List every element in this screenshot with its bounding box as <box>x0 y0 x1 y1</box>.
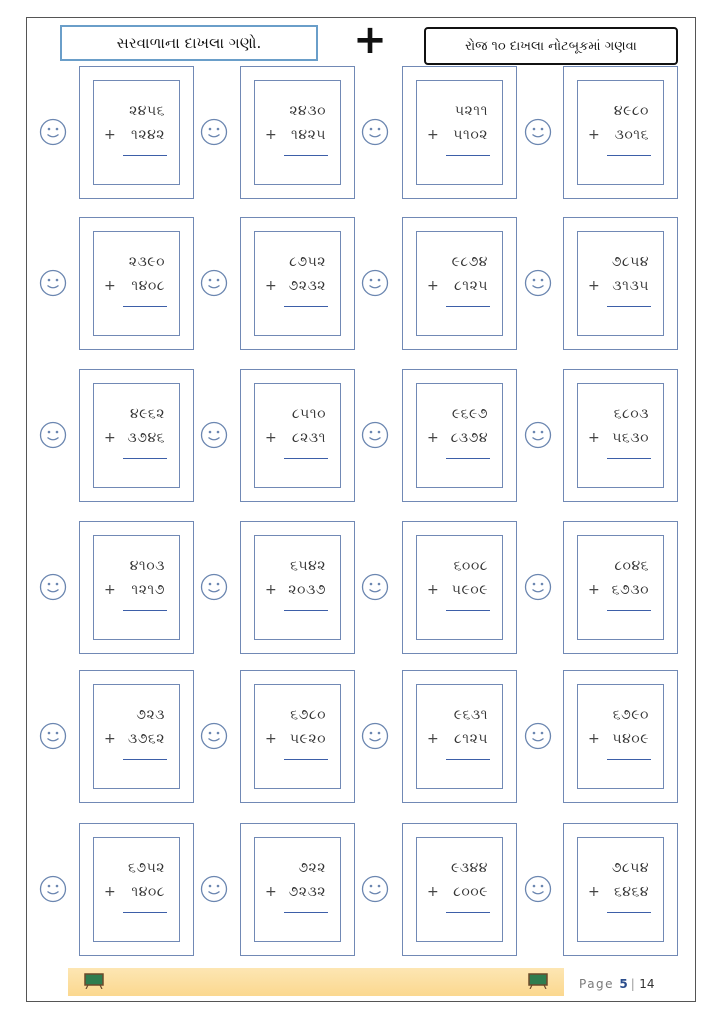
addend-bottom: ૭૨૩૨ <box>288 884 326 900</box>
problem-inner-frame <box>93 383 180 488</box>
problem-inner-frame <box>93 80 180 185</box>
addend-top: ૮૭૫૨ <box>289 254 326 270</box>
plus-operator: + <box>265 278 277 294</box>
answer-line <box>607 155 651 156</box>
answer-line <box>123 610 167 611</box>
instruction-text: રોજ ૧૦ દાખલા નોટબૂકમાં ગણવા <box>465 38 637 54</box>
smiley-icon <box>524 875 552 903</box>
answer-line <box>446 155 490 156</box>
addend-bottom: ૫૬૩૦ <box>612 430 649 446</box>
problem-card <box>79 521 194 654</box>
problem-inner-frame <box>254 837 341 942</box>
plus-operator: + <box>265 582 277 598</box>
addend-top: ૯૬૩૧ <box>453 707 488 723</box>
problem-inner-frame <box>416 535 503 640</box>
addend-top: ૬૭૯૦ <box>612 707 649 723</box>
plus-operator: + <box>104 278 116 294</box>
problem-inner-frame <box>93 535 180 640</box>
plus-operator: + <box>588 582 600 598</box>
problem-inner-frame <box>577 837 664 942</box>
problem-inner-frame <box>93 684 180 789</box>
addend-top: ૯૬૯૭ <box>451 406 488 422</box>
answer-line <box>607 458 651 459</box>
addend-bottom: ૮૨૩૧ <box>291 430 326 446</box>
addend-top: ૮૫૧૦ <box>291 406 326 422</box>
answer-line <box>607 912 651 913</box>
current-page: 5 <box>619 977 628 991</box>
footer-bar <box>68 968 564 996</box>
answer-line <box>284 759 328 760</box>
problem-card <box>240 217 355 350</box>
smiley-icon <box>39 269 67 297</box>
smiley-icon <box>361 118 389 146</box>
addend-top: ૨૪૩૦ <box>289 103 326 119</box>
plus-operator: + <box>265 127 277 143</box>
problem-inner-frame <box>577 80 664 185</box>
smiley-icon <box>200 573 228 601</box>
plus-operator: + <box>588 731 600 747</box>
page-separator: | <box>630 977 637 991</box>
answer-line <box>284 306 328 307</box>
smiley-icon <box>524 722 552 750</box>
addend-top: ૨૩૯૦ <box>128 254 165 270</box>
problem-card <box>402 823 517 956</box>
answer-line <box>123 759 167 760</box>
plus-operator: + <box>588 127 600 143</box>
answer-line <box>123 306 167 307</box>
answer-line <box>607 759 651 760</box>
problem-card <box>79 66 194 199</box>
addend-bottom: ૫૪૦૯ <box>612 731 649 747</box>
addend-bottom: ૩૦૧૬ <box>614 127 649 143</box>
problem-inner-frame <box>93 231 180 336</box>
addend-bottom: ૨૦૩૭ <box>288 582 326 598</box>
answer-line <box>446 759 490 760</box>
addend-bottom: ૮૧૨૫ <box>454 278 488 294</box>
addend-top: ૭૨૩ <box>136 707 165 723</box>
smiley-icon <box>39 421 67 449</box>
chalkboard-icon <box>84 973 104 989</box>
answer-line <box>446 306 490 307</box>
smiley-icon <box>39 118 67 146</box>
plus-operator: + <box>427 731 439 747</box>
answer-line <box>284 458 328 459</box>
problem-card <box>79 823 194 956</box>
addend-bottom: ૧૨૪૨ <box>131 127 165 143</box>
addend-bottom: ૧૪૦૮ <box>131 278 165 294</box>
problem-inner-frame <box>254 231 341 336</box>
smiley-icon <box>200 421 228 449</box>
addend-top: ૪૯૬૨ <box>129 406 165 422</box>
plus-operator: + <box>104 127 116 143</box>
smiley-icon <box>39 573 67 601</box>
chalkboard-icon <box>528 973 548 989</box>
smiley-icon <box>361 269 389 297</box>
instruction-box <box>424 27 678 65</box>
smiley-icon <box>524 118 552 146</box>
answer-line <box>446 610 490 611</box>
answer-line <box>446 458 490 459</box>
addend-top: ૬૮૦૩ <box>613 406 649 422</box>
problem-inner-frame <box>577 684 664 789</box>
answer-line <box>607 306 651 307</box>
plus-operator: + <box>588 884 600 900</box>
plus-operator: + <box>104 884 116 900</box>
addend-bottom: ૩૭૬૨ <box>127 731 165 747</box>
answer-line <box>123 458 167 459</box>
plus-operator: + <box>588 430 600 446</box>
problem-inner-frame <box>577 231 664 336</box>
page-word: Page <box>579 977 615 991</box>
problem-card <box>402 369 517 502</box>
plus-operator: + <box>427 278 439 294</box>
addend-bottom: ૧૪૨૫ <box>291 127 326 143</box>
addend-top: ૬૫૪૨ <box>290 558 326 574</box>
smiley-icon <box>524 421 552 449</box>
addend-top: ૪૧૦૩ <box>129 558 165 574</box>
addend-bottom: ૮૦૦૯ <box>453 884 488 900</box>
problem-card <box>240 369 355 502</box>
addend-bottom: ૩૧૩૫ <box>612 278 649 294</box>
worksheet-title-text: સરવાળાના દાખલા ગણો. <box>116 34 262 52</box>
problem-card <box>79 217 194 350</box>
problem-inner-frame <box>416 837 503 942</box>
problem-card <box>402 521 517 654</box>
smiley-icon <box>39 722 67 750</box>
plus-operator: + <box>265 731 277 747</box>
smiley-icon <box>361 421 389 449</box>
addend-top: ૬૭૮૦ <box>290 707 326 723</box>
problem-card <box>402 66 517 199</box>
smiley-icon <box>200 722 228 750</box>
problem-card <box>240 670 355 803</box>
smiley-icon <box>361 573 389 601</box>
smiley-icon <box>361 875 389 903</box>
problem-inner-frame <box>416 684 503 789</box>
addend-bottom: ૭૨૩૨ <box>288 278 326 294</box>
total-pages: 14 <box>639 977 655 991</box>
smiley-icon <box>361 722 389 750</box>
addend-bottom: ૮૧૨૫ <box>454 731 488 747</box>
problem-card <box>563 217 678 350</box>
smiley-icon <box>200 269 228 297</box>
problem-inner-frame <box>577 383 664 488</box>
addend-bottom: ૧૨૧૭ <box>131 582 165 598</box>
page-number <box>579 977 655 991</box>
addend-bottom: ૬૪૬૪ <box>613 884 649 900</box>
answer-line <box>607 610 651 611</box>
problem-inner-frame <box>254 684 341 789</box>
addend-bottom: ૧૪૦૮ <box>131 884 165 900</box>
answer-line <box>284 912 328 913</box>
plus-operator: + <box>104 582 116 598</box>
addend-top: ૯૩૪૪ <box>451 860 488 876</box>
addend-top: ૭૨૨ <box>298 860 326 876</box>
problem-inner-frame <box>416 231 503 336</box>
problem-card <box>563 369 678 502</box>
smiley-icon <box>524 269 552 297</box>
plus-operator: + <box>104 430 116 446</box>
addend-top: ૪૯૮૦ <box>613 103 649 119</box>
problem-inner-frame <box>254 383 341 488</box>
answer-line <box>123 155 167 156</box>
problem-inner-frame <box>93 837 180 942</box>
addend-top: ૨૪૫૬ <box>129 103 165 119</box>
problem-card <box>563 670 678 803</box>
addend-top: ૭૮૫૪ <box>611 254 649 270</box>
plus-operator: + <box>427 884 439 900</box>
problem-inner-frame <box>254 80 341 185</box>
addend-bottom: ૫૧૦૨ <box>453 127 488 143</box>
answer-line <box>284 155 328 156</box>
addend-bottom: ૮૩૭૪ <box>450 430 488 446</box>
answer-line <box>284 610 328 611</box>
problem-card <box>402 217 517 350</box>
problem-card <box>402 670 517 803</box>
problem-card <box>563 66 678 199</box>
addend-top: ૮૦૪૬ <box>614 558 649 574</box>
problem-card <box>240 521 355 654</box>
smiley-icon <box>200 118 228 146</box>
addend-top: ૬૦૦૮ <box>453 558 488 574</box>
smiley-icon <box>39 875 67 903</box>
answer-line <box>123 912 167 913</box>
plus-operator: + <box>427 582 439 598</box>
problem-inner-frame <box>416 383 503 488</box>
problem-inner-frame <box>577 535 664 640</box>
problem-card <box>240 66 355 199</box>
addend-top: ૬૭૫૨ <box>128 860 165 876</box>
plus-operator: + <box>427 430 439 446</box>
problem-card <box>563 521 678 654</box>
addend-top: ૭૮૫૪ <box>611 860 649 876</box>
smiley-icon <box>200 875 228 903</box>
plus-operator: + <box>104 731 116 747</box>
problem-card <box>79 670 194 803</box>
problem-card <box>240 823 355 956</box>
addend-top: ૫૨૧૧ <box>454 103 488 119</box>
plus-operator: + <box>265 430 277 446</box>
plus-symbol: + <box>353 17 387 63</box>
problem-inner-frame <box>254 535 341 640</box>
addend-top: ૯૮૭૪ <box>451 254 488 270</box>
smiley-icon <box>524 573 552 601</box>
addend-bottom: ૫૯૦૯ <box>451 582 488 598</box>
plus-operator: + <box>427 127 439 143</box>
addend-bottom: ૩૭૪૬ <box>127 430 165 446</box>
problem-card <box>79 369 194 502</box>
addend-bottom: ૬૭૩૦ <box>611 582 649 598</box>
problem-card <box>563 823 678 956</box>
worksheet-title <box>60 25 318 61</box>
answer-line <box>446 912 490 913</box>
plus-operator: + <box>588 278 600 294</box>
addend-bottom: ૫૯૨૦ <box>289 731 326 747</box>
plus-operator: + <box>265 884 277 900</box>
problem-inner-frame <box>416 80 503 185</box>
